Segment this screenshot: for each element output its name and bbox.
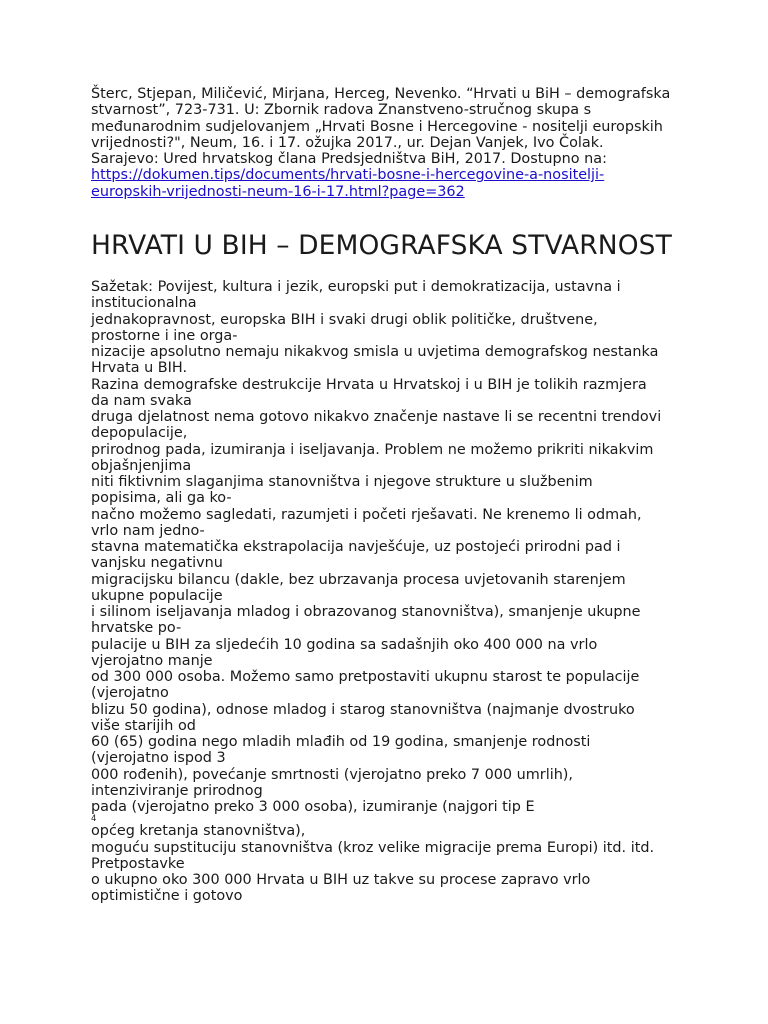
- citation-line: međunarodnim sudjelovanjem „Hrvati Bosne i Hercegovine - nositelji europskih: [91, 118, 663, 135]
- abstract-line: više starijih od: [91, 717, 196, 734]
- abstract-line: optimistične i gotovo: [91, 888, 243, 905]
- abstract-line: prirodnog pada, izumiranja i iseljavanja. Problem ne možemo prikriti nikakvim: [91, 441, 654, 458]
- abstract-line: nizacije apsolutno nemaju nikakvog smisla u uvjetima demografskog nestanka: [91, 344, 659, 361]
- abstract-line: pada (vjerojatno preko 3 000 osoba), izumiranje (najgori tip E: [91, 799, 535, 816]
- abstract-line: (vjerojatno: [91, 685, 169, 702]
- citation-line: vrijednosti?", Neum, 16. i 17. ožujka 2017., ur. Dejan Vanjek, Ivo Čolak.: [91, 134, 604, 151]
- abstract-line: ukupne populacije: [91, 587, 223, 604]
- abstract-line: pulacije u BIH za sljedećih 10 godina sa sadašnjih oko 400 000 na vrlo: [91, 636, 598, 653]
- abstract-line: prostorne i ine orga-: [91, 327, 238, 344]
- abstract-line: intenziviranje prirodnog: [91, 782, 263, 799]
- abstract-line: vanjsku negativnu: [91, 555, 223, 572]
- abstract-line: popisima, ali ga ko-: [91, 490, 232, 507]
- abstract-line: vjerojatno manje: [91, 652, 213, 669]
- citation-line: stvarnost”, 723-731. U: Zbornik radova Znanstveno-stručnog skupa s: [91, 102, 592, 119]
- abstract-line: objašnjenjima: [91, 457, 192, 474]
- footnote-marker: 4: [91, 814, 97, 825]
- abstract-line: Razina demografske destrukcije Hrvata u Hrvatskoj i u BIH je tolikih razmjera: [91, 376, 647, 393]
- abstract-line: (vjerojatno ispod 3: [91, 750, 226, 767]
- abstract-line: da nam svaka: [91, 392, 192, 409]
- abstract-line: migracijsku bilancu (dakle, bez ubrzavanja procesa uvjetovanih starenjem: [91, 571, 626, 588]
- citation-line: Sarajevo: Ured hrvatskog člana Predsjedništva BiH, 2017. Dostupno na:: [91, 151, 607, 168]
- abstract-line: od 300 000 osoba. Možemo samo pretpostaviti ukupnu starost te populacije: [91, 669, 640, 686]
- abstract-line: vrlo nam jedno-: [91, 522, 205, 539]
- abstract-line: stavna matematička ekstrapolacija navješćuje, uz postojeći prirodni pad i: [91, 539, 621, 556]
- source-link[interactable]: https://dokumen.tips/documents/hrvati-bosne-i-hercegovine-a-nositelji-: [91, 167, 605, 184]
- abstract-line: 60 (65) godina nego mladih mlađih od 19 godina, smanjenje rodnosti: [91, 734, 591, 751]
- page-content: [91, 86, 691, 905]
- abstract-line: Hrvata u BIH.: [91, 360, 188, 377]
- abstract-line: općeg kretanja stanovništva),: [91, 823, 306, 840]
- abstract-line: moguću supstituciju stanovništva (kroz velike migracije prema Europi) itd. itd.: [91, 839, 655, 856]
- abstract-line: blizu 50 godina), odnose mladog i starog stanovništva (najmanje dvostruko: [91, 701, 635, 718]
- abstract-line: 000 rođenih), povećanje smrtnosti (vjerojatno preko 7 000 umrlih),: [91, 766, 574, 783]
- abstract-line: druga djelatnost nema gotovo nikakvo značenje nastave li se recentni trendovi: [91, 409, 662, 426]
- abstract-line: Sažetak: Povijest, kultura i jezik, europski put i demokratizacija, ustavna i: [91, 279, 621, 296]
- document-title: HRVATI U BIH – DEMOGRAFSKA STVARNOST: [91, 230, 672, 262]
- citation-line: Šterc, Stjepan, Miličević, Mirjana, Herceg, Nevenko. “Hrvati u BiH – demografska: [91, 86, 671, 102]
- abstract-line: jednakopravnost, europska BIH i svaki drugi oblik političke, društvene,: [91, 311, 598, 328]
- abstract-line: Pretpostavke: [91, 855, 185, 872]
- citation-block: [91, 86, 691, 200]
- abstract-line: niti fiktivnim slaganjima stanovništva i njegove strukture u službenim: [91, 474, 593, 491]
- abstract-line: o ukupno oko 300 000 Hrvata u BIH uz takve su procese zapravo vrlo: [91, 872, 591, 889]
- abstract-block: [91, 279, 691, 905]
- abstract-line: načno možemo sagledati, razumjeti i početi rješavati. Ne krenemo li odmah,: [91, 506, 642, 523]
- abstract-line: i silinom iseljavanja mladog i obrazovanog stanovništva), smanjenje ukupne: [91, 604, 641, 621]
- abstract-line: institucionalna: [91, 295, 197, 312]
- source-link-continued[interactable]: europskih-vrijednosti-neum-16-i-17.html?page=362: [91, 183, 465, 200]
- abstract-line: depopulacije,: [91, 425, 188, 442]
- abstract-line: hrvatske po-: [91, 620, 182, 637]
